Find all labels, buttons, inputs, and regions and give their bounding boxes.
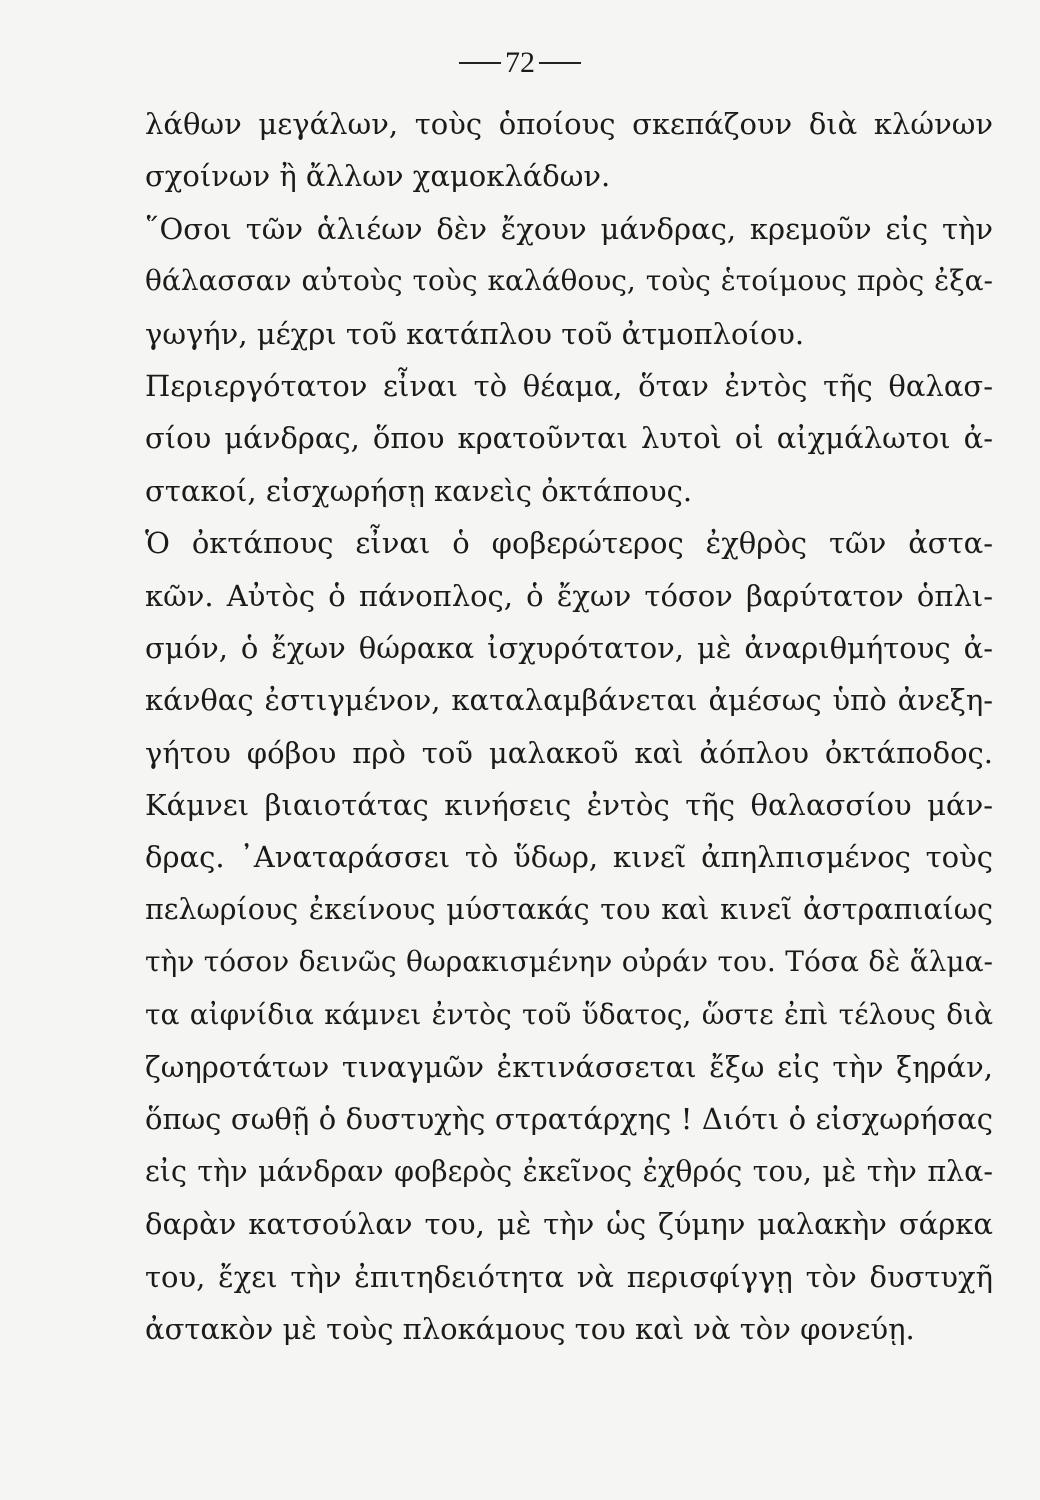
text-line: ῞Οσοι τῶν ἁλιέων δὲν ἔχουν μάνδρας, κρεμοῦν εἰς τὴν — [145, 211, 993, 246]
left-dash — [459, 62, 501, 64]
text-line: γωγήν, μέχρι τοῦ κατάπλου τοῦ ἀτμοπλοίου. — [145, 316, 805, 351]
text-line: ὅπως σωθῇ ὁ δυστυχὴς στρατάρχης ! Διότι ὁ εἰσχωρήσας — [145, 1102, 993, 1137]
text-line: τὴν τόσον δεινῶς θωρακισμένην οὐράν του. Τόσα δὲ ἅλμα- — [145, 945, 993, 979]
text-line: πελωρίους ἐκείνους μύστακάς του καὶ κινεῖ ἀστραπιαίως — [145, 892, 993, 926]
text-line: κάνθας ἐστιγμένον, καταλαμβάνεται ἀμέσως ὑπὸ ἀνεξη- — [145, 683, 993, 718]
text-line: Ὁ ὀκτάπους εἶναι ὁ φοβερώτερος ἐχθρὸς τῶν ἀστα- — [145, 526, 993, 561]
text-line: δρας. ᾿Αναταράσσει τὸ ὕδωρ, κινεῖ ἀπηλπισμένος τοὺς — [145, 840, 993, 875]
page-number-value: 72 — [505, 46, 535, 79]
text-line: Περιεργότατον εἶναι τὸ θέαμα, ὅταν ἐντὸς τῆς θαλασ- — [145, 368, 993, 403]
text-line: κῶν. Αὐτὸς ὁ πάνοπλος, ὁ ἔχων τόσον βαρύτατον ὁπλι- — [145, 578, 993, 613]
text-line: σχοίνων ἢ ἄλλων χαμοκλάδων. — [145, 159, 611, 194]
text-line: σίου μάνδρας, ὅπου κρατοῦνται λυτοὶ οἱ αἰχμάλωτοι ἀ- — [145, 421, 993, 456]
text-line: θάλασσαν αὐτοὺς τοὺς καλάθους, τοὺς ἑτοίμους πρὸς ἐξα- — [145, 264, 993, 298]
text-line: γήτου φόβου πρὸ τοῦ μαλακοῦ καὶ ἀόπλου ὀκτάποδος. — [145, 735, 993, 770]
text-line: εἰς τὴν μάνδραν φοβερὸς ἐκεῖνος ἐχθρός του, μὲ τὴν πλα- — [145, 1154, 993, 1188]
text-line: ζωηροτάτων τιναγμῶν ἐκτινάσσεται ἔξω εἰς τὴν ξηράν, — [145, 1050, 993, 1085]
text-line: λάθων μεγάλων, τοὺς ὁποίους σκεπάζουν διὰ κλώνων — [145, 107, 993, 141]
text-line: στακοί, εἰσχωρήσῃ κανεὶς ὀκτάπους. — [145, 473, 693, 508]
text-line: σμόν, ὁ ἔχων θώρακα ἰσχυρότατον, μὲ ἀναριθμήτους ἀ- — [145, 630, 993, 665]
text-line: ἀστακὸν μὲ τοὺς πλοκάμους του καὶ νὰ τὸν φονεύῃ. — [145, 1311, 915, 1346]
text-line: δαρὰν κατσούλαν του, μὲ τὴν ὡς ζύμην μαλακὴν σάρκα — [145, 1207, 993, 1242]
body-text — [145, 98, 993, 1355]
right-dash — [539, 62, 581, 64]
text-line: Κάμνει βιαιοτάτας κινήσεις ἐντὸς τῆς θαλασσίου μάν- — [145, 788, 993, 823]
text-line: τα αἰφνίδια κάμνει ἐντὸς τοῦ ὕδατος, ὥστε ἐπὶ τέλους διὰ — [145, 997, 993, 1031]
page-number — [0, 46, 1040, 80]
text-line: του, ἔχει τὴν ἐπιτηδειότητα νὰ περισφίγγῃ τὸν δυστυχῆ — [145, 1259, 993, 1294]
